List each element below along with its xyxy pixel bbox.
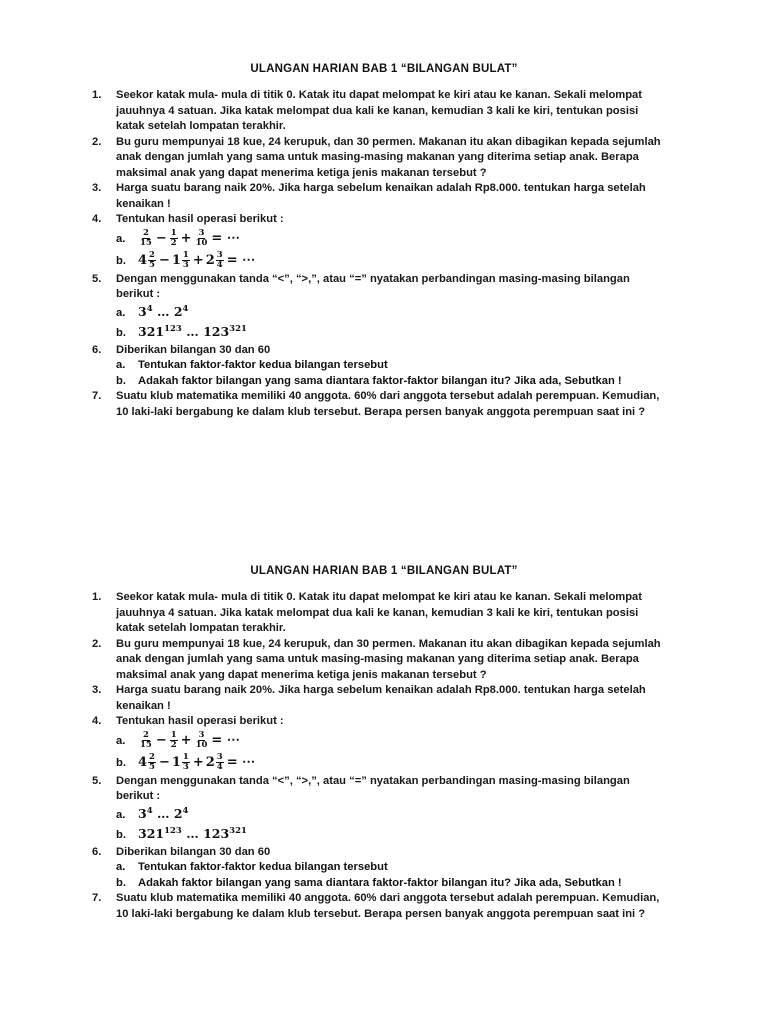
question-line: Seekor katak mula- mula di titik 0. Katak itu dapat melompat ke kiri atau ke kanan. Sekali melompat <box>116 89 643 101</box>
question-line: jauuhnya 4 satuan. Jika katak melompat dua kali ke kanan, kemudian 3 kali ke kiri, tentukan posisi <box>116 104 639 117</box>
fraction: $\frac{3}{4}$ <box>216 250 223 270</box>
fraction: $\frac{1}{3}$ <box>182 250 189 270</box>
question-number: 3. <box>92 684 102 696</box>
math-expression: $\frac{2}{15}$ − $\frac{1}{2}$ + $\frac{3}{10}$ = ⋯ <box>140 730 240 750</box>
sub-label: a. <box>116 734 126 747</box>
question-1 <box>92 88 712 135</box>
math-expression: 4 $\frac{2}{5}$ − 1 $\frac{1}{3}$ + 2 $\frac{3}{4}$ = ⋯ <box>138 250 256 270</box>
math-expression: 4 $\frac{2}{5}$ − 1 $\frac{1}{3}$ + 2 $\frac{3}{4}$ = ⋯ <box>138 752 256 772</box>
question-number: 6. <box>92 343 102 356</box>
fraction: $\frac{3}{10}$ <box>195 730 208 750</box>
question-line: anak dengan jumlah yang sama untuk masing-masing makanan yang diterima setiap anak. Berapa <box>116 151 639 163</box>
question-4 <box>92 714 712 730</box>
question-4b <box>116 752 712 774</box>
question-4b <box>116 250 712 272</box>
question-line: Suatu klub matematika memiliki 40 anggota. 60% dari anggota tersebut adalah perempuan. Kemudian, <box>116 390 660 402</box>
question-line: 10 laki-laki bergabung ke dalam klub tersebut. Berapa persen banyak anggota perempuan saat ini ? <box>116 907 646 920</box>
question-line: berikut : <box>116 790 161 802</box>
question-number: 2. <box>92 637 102 650</box>
question-line: Bu guru mempunyai 18 kue, 24 kerupuk, dan 30 permen. Makanan itu akan dibagikan kepada sejumlah <box>116 637 661 650</box>
question-4 <box>92 212 712 228</box>
question-6 <box>92 343 712 359</box>
question-line: 10 laki-laki bergabung ke dalam klub tersebut. Berapa persen banyak anggota perempuan saat ini ? <box>116 405 646 418</box>
question-7 <box>92 389 712 420</box>
question-4a <box>116 730 712 752</box>
question-5a <box>116 805 712 825</box>
sub-label: b. <box>116 326 126 339</box>
question-line: Diberikan bilangan 30 dan 60 <box>116 845 271 858</box>
question-2 <box>92 637 712 684</box>
question-line: Harga suatu barang naik 20%. Jika harga sebelum kenaikan adalah Rp8.000. tentukan harga setelah <box>116 684 646 696</box>
question-line: Harga suatu barang naik 20%. Jika harga sebelum kenaikan adalah Rp8.000. tentukan harga setelah <box>116 182 646 194</box>
question-line: Diberikan bilangan 30 dan 60 <box>116 343 271 356</box>
fraction: $\frac{3}{10}$ <box>195 228 208 248</box>
fraction: $\frac{2}{15}$ <box>140 730 152 750</box>
fraction: $\frac{3}{4}$ <box>216 752 223 772</box>
question-3 <box>92 683 712 714</box>
fraction: $\frac{1}{2}$ <box>170 228 177 248</box>
question-5b <box>116 323 712 343</box>
power-comparison: $3^4$ … $2^4$ <box>138 805 189 821</box>
question-line: kenaikan ! <box>116 699 171 712</box>
sub-text: Tentukan faktor-faktor kedua bilangan tersebut <box>138 359 388 371</box>
question-number: 3. <box>92 182 102 194</box>
question-number: 5. <box>92 774 102 787</box>
question-number: 1. <box>92 89 102 101</box>
question-6a <box>116 358 712 374</box>
question-number: 2. <box>92 135 102 148</box>
power-comparison: $321^{123}$ … $123^{321}$ <box>138 323 247 339</box>
question-number: 6. <box>92 845 102 858</box>
sub-label: b. <box>116 254 126 267</box>
question-list <box>92 590 712 922</box>
question-5a <box>116 303 712 323</box>
question-6 <box>92 845 712 861</box>
question-7 <box>92 891 712 922</box>
sub-label: a. <box>116 306 126 319</box>
worksheet-title: ULANGAN HARIAN BAB 1 “BILANGAN BULAT” <box>250 565 518 577</box>
question-line: Dengan menggunakan tanda “<”, “>,”, atau “=” nyatakan perbandingan masing-masing bilangan <box>116 272 630 285</box>
sub-text: Adakah faktor bilangan yang sama diantara faktor-faktor bilangan itu? Jika ada, Sebutkan ! <box>138 876 622 889</box>
question-line: maksimal anak yang dapat menerima ketiga jenis makanan tersebut ? <box>116 668 487 681</box>
question-number: 7. <box>92 892 102 904</box>
question-line: Tentukan hasil operasi berikut : <box>116 715 284 727</box>
sub-label: a. <box>116 232 126 245</box>
sub-label: b. <box>116 876 126 889</box>
question-line: katak setelah lompatan terakhir. <box>116 622 286 634</box>
sub-label: a. <box>116 861 126 873</box>
question-line: Suatu klub matematika memiliki 40 anggota. 60% dari anggota tersebut adalah perempuan. Kemudian, <box>116 892 660 904</box>
fraction: $\frac{2}{15}$ <box>140 228 152 248</box>
question-line: kenaikan ! <box>116 197 171 210</box>
question-5 <box>92 774 712 805</box>
sub-label: a. <box>116 359 126 371</box>
sub-text: Adakah faktor bilangan yang sama diantara faktor-faktor bilangan itu? Jika ada, Sebutkan ! <box>138 374 622 387</box>
question-3 <box>92 181 712 212</box>
question-6a <box>116 860 712 876</box>
question-number: 1. <box>92 591 102 603</box>
question-line: katak setelah lompatan terakhir. <box>116 120 286 132</box>
question-number: 7. <box>92 390 102 402</box>
question-5 <box>92 272 712 303</box>
fraction: $\frac{2}{5}$ <box>149 250 155 270</box>
question-line: maksimal anak yang dapat menerima ketiga jenis makanan tersebut ? <box>116 166 487 179</box>
sub-label: b. <box>116 828 126 841</box>
question-line: Seekor katak mula- mula di titik 0. Katak itu dapat melompat ke kiri atau ke kanan. Sekali melompat <box>116 591 643 603</box>
question-2 <box>92 135 712 182</box>
question-line: Bu guru mempunyai 18 kue, 24 kerupuk, dan 30 permen. Makanan itu akan dibagikan kepada sejumlah <box>116 135 661 148</box>
question-6b <box>116 374 712 390</box>
power-comparison: $3^4$ … $2^4$ <box>138 303 189 319</box>
math-expression: $\frac{2}{15}$ − $\frac{1}{2}$ + $\frac{3}{10}$ = ⋯ <box>140 228 240 248</box>
sub-label: a. <box>116 808 126 821</box>
sub-label: b. <box>116 374 126 387</box>
question-number: 4. <box>92 715 102 727</box>
question-1 <box>92 590 712 637</box>
fraction: $\frac{1}{2}$ <box>170 730 177 750</box>
question-line: Dengan menggunakan tanda “<”, “>,”, atau “=” nyatakan perbandingan masing-masing bilangan <box>116 774 630 787</box>
fraction: $\frac{1}{3}$ <box>182 752 189 772</box>
question-line: anak dengan jumlah yang sama untuk masing-masing makanan yang diterima setiap anak. Berapa <box>116 653 639 665</box>
question-line: Tentukan hasil operasi berikut : <box>116 213 284 225</box>
question-line: jauuhnya 4 satuan. Jika katak melompat dua kali ke kanan, kemudian 3 kali ke kiri, tentukan posisi <box>116 606 639 619</box>
question-list <box>92 88 712 420</box>
question-4a <box>116 228 712 250</box>
sub-label: b. <box>116 756 126 769</box>
power-comparison: $321^{123}$ … $123^{321}$ <box>138 825 247 841</box>
sub-text: Tentukan faktor-faktor kedua bilangan tersebut <box>138 861 388 873</box>
worksheet-title: ULANGAN HARIAN BAB 1 “BILANGAN BULAT” <box>250 63 518 75</box>
question-5b <box>116 825 712 845</box>
question-number: 5. <box>92 272 102 285</box>
question-number: 4. <box>92 213 102 225</box>
question-line: berikut : <box>116 288 161 300</box>
question-6b <box>116 876 712 892</box>
fraction: $\frac{2}{5}$ <box>149 752 155 772</box>
